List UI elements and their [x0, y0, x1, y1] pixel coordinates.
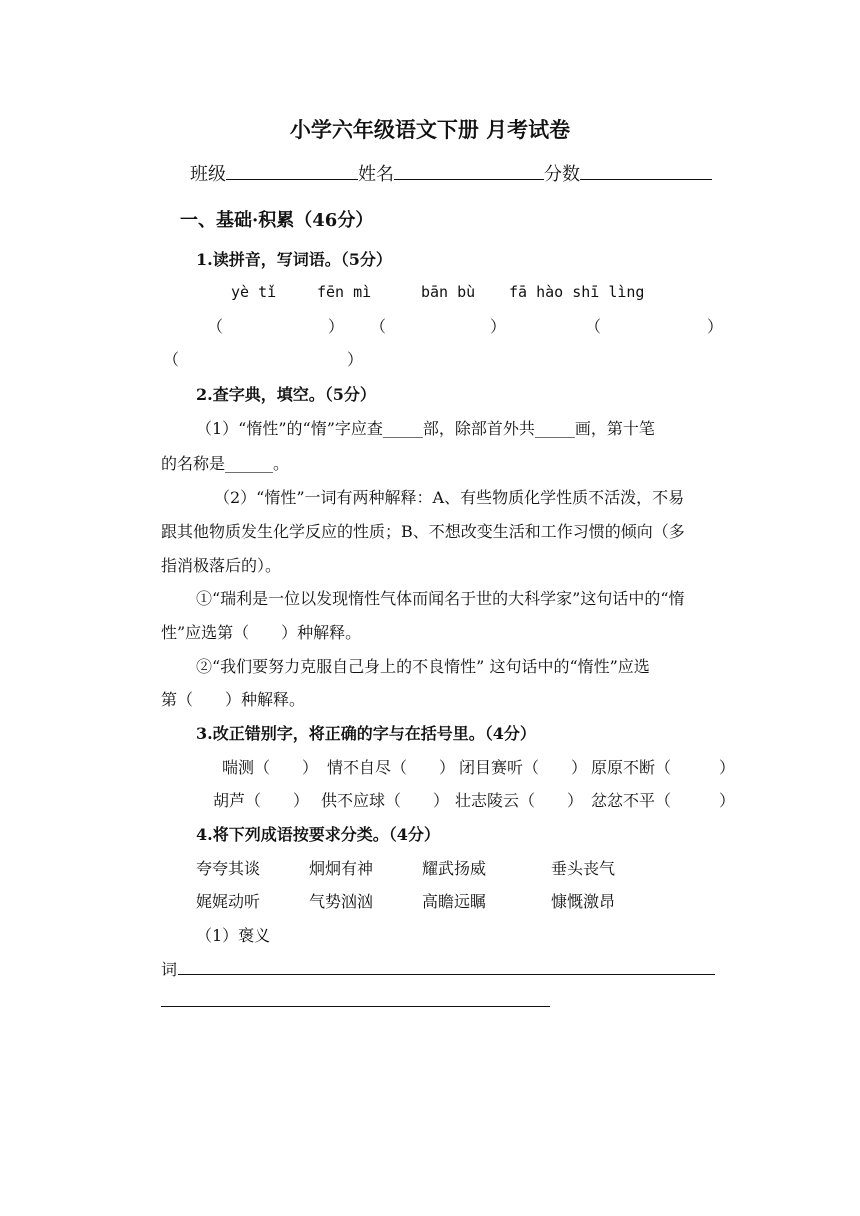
answer-paren-4-open: （: [163, 350, 180, 369]
q3-item: 原原不断（ ）: [591, 758, 736, 777]
q2-text-line-2: 的名称是______。: [161, 454, 290, 473]
answer-paren-1-close: ）: [328, 317, 345, 336]
q3-item: 供不应球（ ）: [321, 791, 450, 810]
q2-text-line-5: 指消极落后的）。: [161, 556, 282, 575]
q2-text-line-4: 跟其他物质发生化学反应的性质；B、不想改变生活和工作习惯的倾向（多: [161, 522, 685, 541]
q3-item: 喘测（ ）: [222, 758, 319, 777]
pinyin-1: yè tǐ: [231, 283, 277, 301]
q3-item: 闭目赛听（ ）: [459, 758, 588, 777]
answer-paren-3-open: （: [585, 317, 602, 336]
q4-ci-label: 词: [161, 960, 178, 979]
score-label: 分数: [544, 164, 580, 185]
idiom: 垂头丧气: [551, 859, 616, 878]
q2-text-line-6: ①“瑞利是一位以发现惰性气体而闻名于世的大科学家”这句话中的“惰: [196, 589, 685, 608]
question-1-heading: 1.读拼音，写词语。（5分）: [196, 250, 392, 269]
idiom: 夸夸其谈: [196, 859, 261, 878]
answer-line-2[interactable]: [161, 1006, 550, 1007]
idiom: 气势汹汹: [309, 892, 374, 911]
q3-item: 壮志陵云（ ）: [455, 791, 584, 810]
pinyin-4: fā hào shī lìng: [509, 283, 645, 301]
name-blank[interactable]: [394, 161, 544, 180]
idiom: 高瞻远瞩: [422, 892, 487, 911]
idiom: 炯炯有神: [309, 859, 374, 878]
question-4-heading: 4.将下列成语按要求分类。（4分）: [196, 825, 440, 844]
q2-text-line-7: 性”应选第（ ）种解释。: [161, 623, 362, 642]
q2-text-line-3: （2）“惰性”一词有两种解释：A、有些物质化学性质不活泼，不易: [214, 488, 685, 507]
page-title: 小学六年级语文下册 月考试卷: [289, 117, 571, 142]
q2-text-line-1: （1）“惰性”的“惰”字应查_____部，除部首外共_____画，第十笔: [196, 419, 655, 438]
pinyin-2: fēn mì: [317, 283, 372, 301]
idiom: 娓娓动听: [196, 892, 261, 911]
class-blank[interactable]: [226, 161, 358, 180]
answer-paren-1-open: （: [207, 317, 224, 336]
q2-text-line-8: ②“我们要努力克服自己身上的不良惰性” 这句话中的“惰性”应选: [196, 657, 650, 676]
idiom: 耀武扬威: [422, 859, 487, 878]
answer-paren-2-open: （: [370, 317, 387, 336]
q3-item: 胡芦（ ）: [213, 791, 310, 810]
answer-line-1[interactable]: [178, 974, 715, 975]
question-2-heading: 2.查字典，填空。（5分）: [196, 385, 376, 404]
answer-paren-2-close: ）: [490, 317, 507, 336]
answer-paren-4-close: ）: [347, 350, 364, 369]
answer-paren-3-close: ）: [707, 317, 724, 336]
idiom: 慷慨激昂: [551, 892, 616, 911]
class-label: 班级: [190, 164, 226, 185]
question-3-heading: 3.改正错别字，将正确的字与在括号里。（4分）: [196, 724, 536, 743]
pinyin-3: bān bù: [421, 283, 476, 301]
q3-item: 忿忿不平（ ）: [591, 791, 736, 810]
q3-item: 情不自尽（ ）: [327, 758, 456, 777]
section-heading: 一、基础·积累（46分）: [180, 210, 374, 231]
header-fields: [190, 160, 712, 186]
q4-sub-1-label: （1）褒义: [196, 926, 271, 945]
name-label: 姓名: [358, 164, 394, 185]
q2-text-line-9: 第（ ）种解释。: [161, 690, 306, 709]
score-blank[interactable]: [580, 161, 712, 180]
